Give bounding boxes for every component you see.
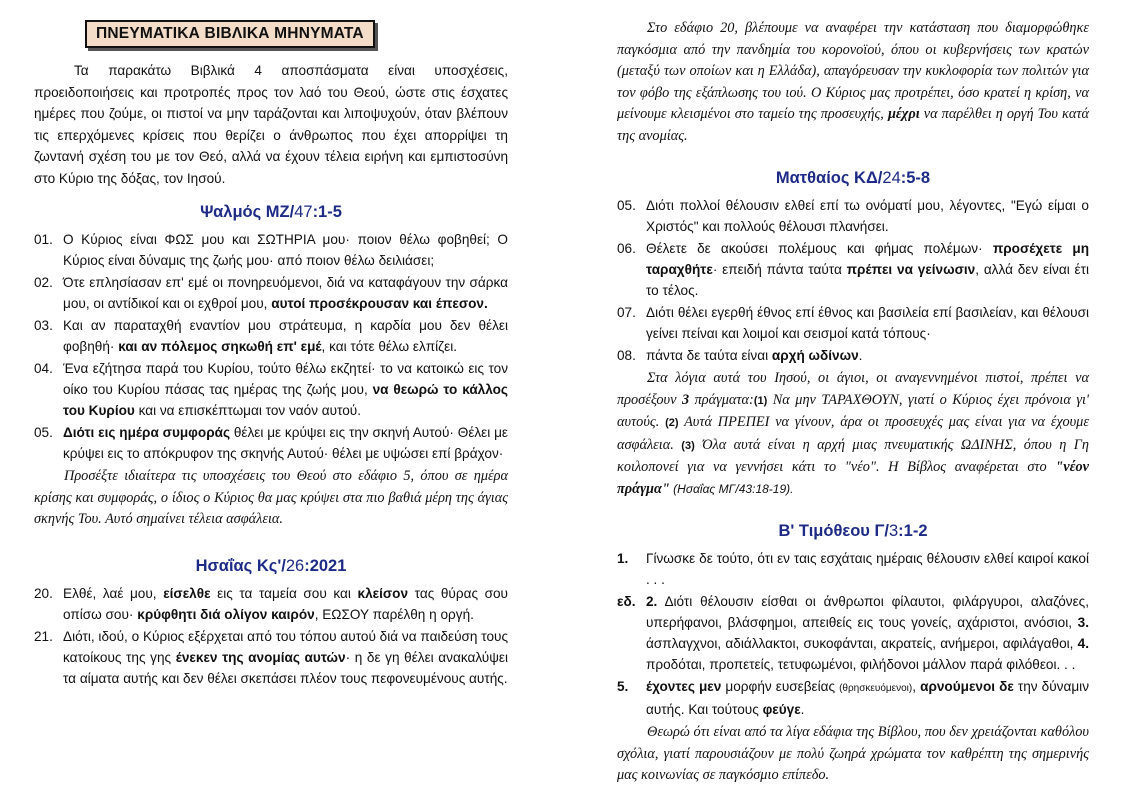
left-column (34, 0, 508, 690)
page-title: ΠΝΕΥΜΑΤΙΚΑ ΒΙΒΛΙΚΑ ΜΗΝΥΜΑΤΑ (85, 20, 375, 48)
timothy-heading: Β' Τιμόθεου Γ/3:1-2 (778, 522, 928, 540)
verse-item: 01. Ο Κύριος είναι ΦΩΣ μου και ΣΩΤΗΡΙΑ μου· ποιον θέλω φοβηθεί; Ο Κύριος είναι δύναμις της ζωής μου· από ποιον θέλω δειλιάσει; (34, 232, 508, 268)
verse-item: 03. Και αν παραταχθή εναντίον μου στράτευμα, η καρδία μου δεν θέλει φοβηθή· και αν πόλεμος σηκωθή επ' εμέ, και τότε θέλω ελπίζει. (34, 318, 508, 354)
verse-item: 07. Διότι θέλει εγερθή έθνος επί έθνος και βασιλεία επί βασιλείαν, και θέλουσι γείνει πείναι και λοιμοί και σεισμοί κατά τόπους· (617, 305, 1089, 341)
verse-item: 02. Ότε επλησίασαν επ' εμέ οι πονηρευόμενοι, διά να καταφάγουν την σάρκα μου, οι αντίδικοί και οι εχθροί μου, αυτοί προσέκρουσαν και έπεσον. (34, 275, 508, 311)
verse-item: 04. Ένα εζήτησα παρά του Κυρίου, τούτο θέλω εκζητεί· το να κατοικώ εις τον οίκο του Κυρίου πάσας τας ημέρας της ζωής μου, να θεωρώ το κάλλος του Κυρίου και να επισκέπτωμαι τον ναόν αυτού. (34, 361, 509, 418)
verse-item: 08. πάντα δε ταύτα είναι αρχή ωδίνων. (617, 348, 863, 363)
verse-item: 20. Ελθέ, λαέ μου, είσελθε εις τα ταμεία σου και κλείσον τας θύρας σου οπίσω σου· κρύφθητι διά ολίγον καιρόν, ΕΩΣΟΥ παρέλθη η οργή. (34, 585, 508, 622)
verse-item: εδ. 2. Διότι θέλουσιν είσθαι οι άνθρωποι φίλαυτοι, φιλάργυροι, αλαζόνες, υπερήφανοι, βλάσφημοι, απειθείς εις τους γονείς, αχάριστοι, ανόσιοι, 3. άσπλαγχνοι, αδιάλλακτοι, συκοφάνται, ακρατείς, ανήμεροι, αφιλάγαθοι, 4. προδόται, προπετείς, τετυφωμένοι, φιλήδονοι μάλλον παρά φιλόθεοι. . . (617, 594, 1089, 672)
covid-commentary: Στο εδάφιο 20, βλέπουμε να αναφέρει την κατάσταση που διαμορφώθηκε παγκόσμια από την πανδημία του κορονοϊού, όπου οι κυβερνήσεις των κρατών (μεταξύ των οποίων και η Ελλάδα), απαγόρευσαν την κυκλοφορία των πολιτών για τον φόβο της εξάπλωσης του ιού. Ο Κύριος μας προτρέπει, όσο κρατεί η κρίση, να μείνουμε κλεισμένοι στο ταμείο της προσευχής, μέχρι να παρέλθει η οργή Του κατά της ανομίας. (617, 20, 1089, 144)
verse-item: 1. Γίνωσκε δε τούτο, ότι εν ταις εσχάταις ημέραις θέλουσιν ελθεί καιροί κακοί . . . (617, 551, 1089, 587)
verse-item: 05. Διότι πολλοί θέλουσιν ελθεί επί τω ονόματί μου, λέγοντες, "Εγώ είμαι ο Χριστός" και πολλούς θέλουσι πλανήσει. (617, 198, 1089, 234)
verse-item: 5. έχοντες μεν μορφήν ευσεβείας (θρησκευόμενοι), αρνούμενοι δε την δύναμιν αυτής. Και τούτους φεύγε. (617, 679, 1089, 717)
intro-paragraph: Τα παρακάτω Βιβλικά 4 αποσπάσματα είναι υποσχέσεις, προειδοποιήσεις και προτροπές προς τον λαό του Θεού, ώστε στις έσχατες ημέρες που ζούμε, οι πιστοί να μην ταράζονται και λιποψυχούν, όταν βλέπουν τις επερχόμενες κρίσεις που θερίζει ο άνθρωπος που έχει απορρίψει τη ζωντανή σχέση του με τον Θεό, αλλά να έχουν τέλεια ειρήνη και εμπιστοσύνη στο Κύριο της δόξας, τον Ιησού. (34, 63, 508, 186)
timothy-commentary: Θεωρώ ότι είναι από τα λίγα εδάφια της Βίβλου, που δεν χρειάζονται καθόλου σχόλια, γιατί παρουσιάζουν με πολύ ζωηρά χρώματα τον καθρέπτη της σημερινής μας κοινωνίας σε παγκόσμιο επίπεδο. (617, 724, 1089, 783)
matthew-commentary: Στα λόγια αυτά του Ιησού, οι άγιοι, οι αναγεννημένοι πιστοί, πρέπει να προσέξουν 3 πράγματα:(1) Να μην ΤΑΡΑΧΘΟΥΝ, γιατί ο Κύριος έχει πρόνοια γι' αυτούς. (2) Αυτά ΠΡΕΠΕΙ να γίνουν, άρα οι προσευχές μας είναι για να έχουμε ασφάλεια. (3) Όλα αυτά είναι η αρχή μιας πνευματικής ΩΔΙΝΗΣ, όπου η Γη κοιλοπονεί για να γεννήσει κάτι το "νέο". Η Βίβλος αναφέρεται στο "νέον πράγμα" (Ησαΐας ΜΓ/43:18-19). (617, 370, 1090, 497)
verse-item: 06. Θέλετε δε ακούσει πολέμους και φήμας πολέμων· προσέχετε μη ταραχθήτε· επειδή πάντα ταύτα πρέπει να γείνωσιν, αλλά δεν είναι έτι το τέλος. (617, 241, 1090, 298)
psalm-commentary: Προσέξτε ιδιαίτερα τις υποσχέσεις του Θεού στο εδάφιο 5, όπου σε ημέρα κρίσης και συμφοράς, ο ίδιος ο Κύριος θα μας κρύψει στα πιο βαθιά μέρη της άγιας σκηνής Του. Αυτό σημαίνει τέλεια ασφάλεια. (34, 468, 508, 527)
psalm-heading: Ψαλμός ΜΖ/47:1-5 (200, 203, 342, 221)
matthew-heading: Ματθαίος ΚΔ/24:5-8 (775, 169, 931, 187)
isaiah-heading: Ησαΐας Κς'/26:2021 (195, 556, 347, 575)
verse-item: 21. Διότι, ιδού, ο Κύριος εξέρχεται από του τόπου αυτού διά να παιδεύση τους κατοίκους της γης ένεκεν της ανομίας αυτών· η δε γη θέλει ανακαλύψει τα αίματα αυτής και δεν θέλει σκεπάσει πλέον τους πεφονευμένους αυτής. (34, 628, 508, 686)
verse-item: 05. Διότι εις ημέρα συμφοράς θέλει με κρύψει εις την σκηνή Αυτού· Θέλει με κρύψει εις το απόκρυφον της σκηνής Αυτού· θέλει με υψώσει επί βράχον· (34, 425, 508, 461)
right-column (617, 0, 1089, 787)
